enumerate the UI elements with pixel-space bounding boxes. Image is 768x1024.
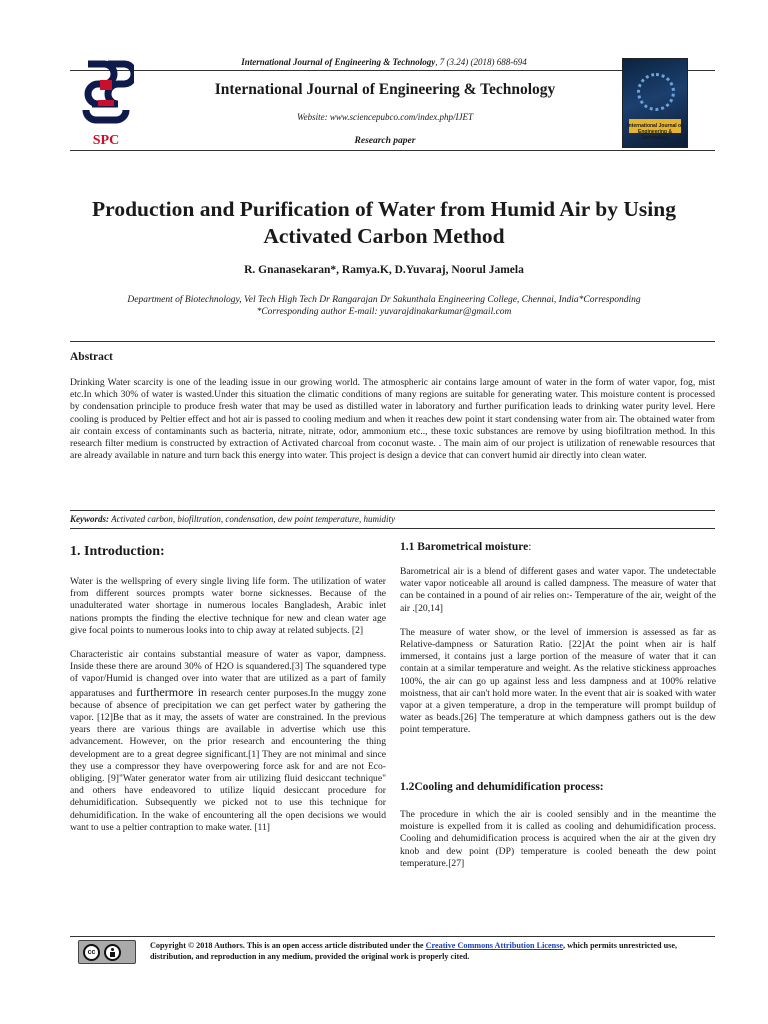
paper-type: Research paper	[354, 136, 416, 146]
right-column	[400, 566, 716, 749]
corresponding-author: *Corresponding author E-mail: yuvarajdinakarkumar@gmail.com	[256, 307, 512, 317]
intro-paragraph-1: Water is the wellspring of every single living life form. The utilization of water from different sources prompts water borne sicknesses. Because of the unadulterated water shortage in numerous locales Bangladesh, Arabic inlet nations prompts the finding the elective technique for new and clean water age give focal points to numerous looks into to chip away at related subjects. [2]	[70, 576, 386, 636]
header-rule-top	[70, 70, 715, 71]
section-heading-cooling: 1.2Cooling and dehumidification process:	[400, 781, 604, 793]
header-rule-bottom	[70, 150, 715, 151]
spc-logo-icon	[78, 58, 134, 148]
copyright-post: , which permits unrestricted use, distribution, and reproduction in any medium, provided the original work is properly cited.	[150, 941, 678, 961]
cover-text: International Journal of Engineering & Technology	[627, 123, 683, 141]
journal-website[interactable]: Website: www.sciencepubco.com/index.php/IJET	[297, 112, 473, 122]
cover-gear-icon	[637, 73, 675, 111]
journal-cover-image	[622, 58, 688, 148]
barometric-heading-colon: :	[528, 541, 532, 553]
keywords-label: Keywords:	[70, 514, 109, 524]
section-heading-barometric	[400, 541, 531, 553]
footer-rule	[70, 936, 715, 937]
keywords-rule	[70, 528, 715, 529]
intro-paragraph-2-large-text: furthermore in	[136, 684, 208, 699]
paper-authors: R. Gnanasekaran*, Ramya.K, D.Yuvaraj, Noorul Jamela	[244, 264, 524, 276]
journal-cite-name: International Journal of Engineering & Technology	[241, 57, 436, 67]
paper-title: Production and Purification of Water from Humid Air by Using Activated Carbon Method	[92, 197, 676, 248]
license-link[interactable]: Creative Commons Attribution License	[425, 941, 564, 950]
intro-paragraph-2b: research center purposes.In the muggy zone because of absence of precipitation we can get perfect water by gathering the vapor. [12]Be that as it may, the assets of water are constrained. In the previous years there are various things are available in advertise which use this advancement. However, on the prior research and encountering the thing development are to a great degree significant.[1] They are not minimal and since they use a compressor they have overpowering force ask for and are not Eco-obliging. [9]"Water generator water from air utilizing fluid desiccant technique" and others have endeavored to utilize liquid desiccant procedure for dehumidification. Subsequently we picked not to use this technique for dehumidification. In the wake of encountering all the open decisions we would want to use a peltier contraption to make water. [11]	[70, 687, 386, 833]
left-column	[70, 576, 386, 846]
barometric-paragraph-2: The measure of water show, or the level of immersion is assessed as far as Relative-dampness or Saturation Ratio. [22]At the point when air is half immersed, it contains just a large portion of the measure of water that it can contain at a similar temperature and weight. As the relative stickiness approaches 100%, the air can go up against less and less dampness and at 100% relative moistness, that air can't hold more water. In the event that air is soaked with water vapor at a given temperature, a drop in the temperature will prompt buildup of water as beads.[26] The temperature at which dampness gathers out is the dew point temperature.	[400, 626, 716, 736]
barometric-paragraph-1: Barometrical air is a blend of different gases and water vapor. The undetectable water vapor noticeable all around is called dampness. The measure of water that can be contained in a pound of air relies on:- Temperature of the air, weight of the air .[20,14]	[400, 566, 716, 614]
copyright-notice	[150, 940, 710, 962]
keywords	[70, 514, 715, 524]
journal-title: International Journal of Engineering & Technology	[214, 81, 556, 98]
intro-paragraph-2	[70, 649, 386, 834]
cc-icon: cc	[83, 944, 100, 961]
barometric-heading-text: 1.1 Barometrical moisture	[400, 541, 529, 553]
attribution-icon	[104, 944, 121, 961]
cc-license-badge[interactable]	[78, 940, 136, 964]
affiliation-block	[60, 294, 708, 318]
intro-paragraph-2a: Characteristic air contains substantial measure of water as vapor, dampness. Inside these there are around 30% of H2O is squandered.[3] The squandered type of vapor/Humid is changed over into water that are utilized as a part of family apparatuses and	[70, 649, 386, 699]
journal-cite-detail: , 7 (3.24) (2018) 688-694	[435, 57, 527, 67]
copyright-pre: Copyright © 2018 Authors. This is an open access article distributed under the	[150, 941, 426, 950]
abstract-text: Drinking Water scarcity is one of the leading issue in our growing world. The atmospheric air contains large amount of water in the form of water vapor, fog, mist etc.In which 30% of water is wasted.Under this situation the climatic conditions of many regions are suitable for generating water. This moisture content is processed by condensation principle to produce fresh water that may be used as distilled water in laboratory and further purification leads to drinking water purity level. Here cooling is produced by Peltier effect and hot air is passed to cooling medium and when it reaches dew point it start condensing water from air. The obtained water from air contain excess of contaminants such as bacteria, nitrate, nitrate, odor, ammonium etc.., these toxic substances are remove by using biofiltration method. In this research filter medium is constructed by extraction of Activated charcoal from coconut waste. . The main aim of our project is utilization of renewable resources that are already available in nature and turn back this energy into water. This project is design a device that can convert humid air directly into clean water.	[70, 377, 715, 462]
cooling-paragraph-1: The procedure in which the air is cooled sensibly and in the meantime the moisture is expelled from it is called as cooling and dehumidification process. Cooling and dehumidification process is acquired when the air at the given dry knob and dew point (DP) temperature is cooled beneath the dew point temperature.[27]	[400, 809, 716, 869]
cooling-column	[400, 809, 716, 882]
logo-text: SPC	[92, 133, 120, 148]
section-heading-introduction: 1. Introduction:	[70, 544, 165, 559]
abstract-heading: Abstract	[70, 351, 113, 363]
affiliation: Department of Biotechnology, Vel Tech High Tech Dr Rangarajan Dr Sakunthala Engineering College, Chennai, India*Corresponding	[127, 295, 641, 305]
keywords-text: Activated carbon, biofiltration, condensation, dew point temperature, humidity	[111, 514, 395, 524]
